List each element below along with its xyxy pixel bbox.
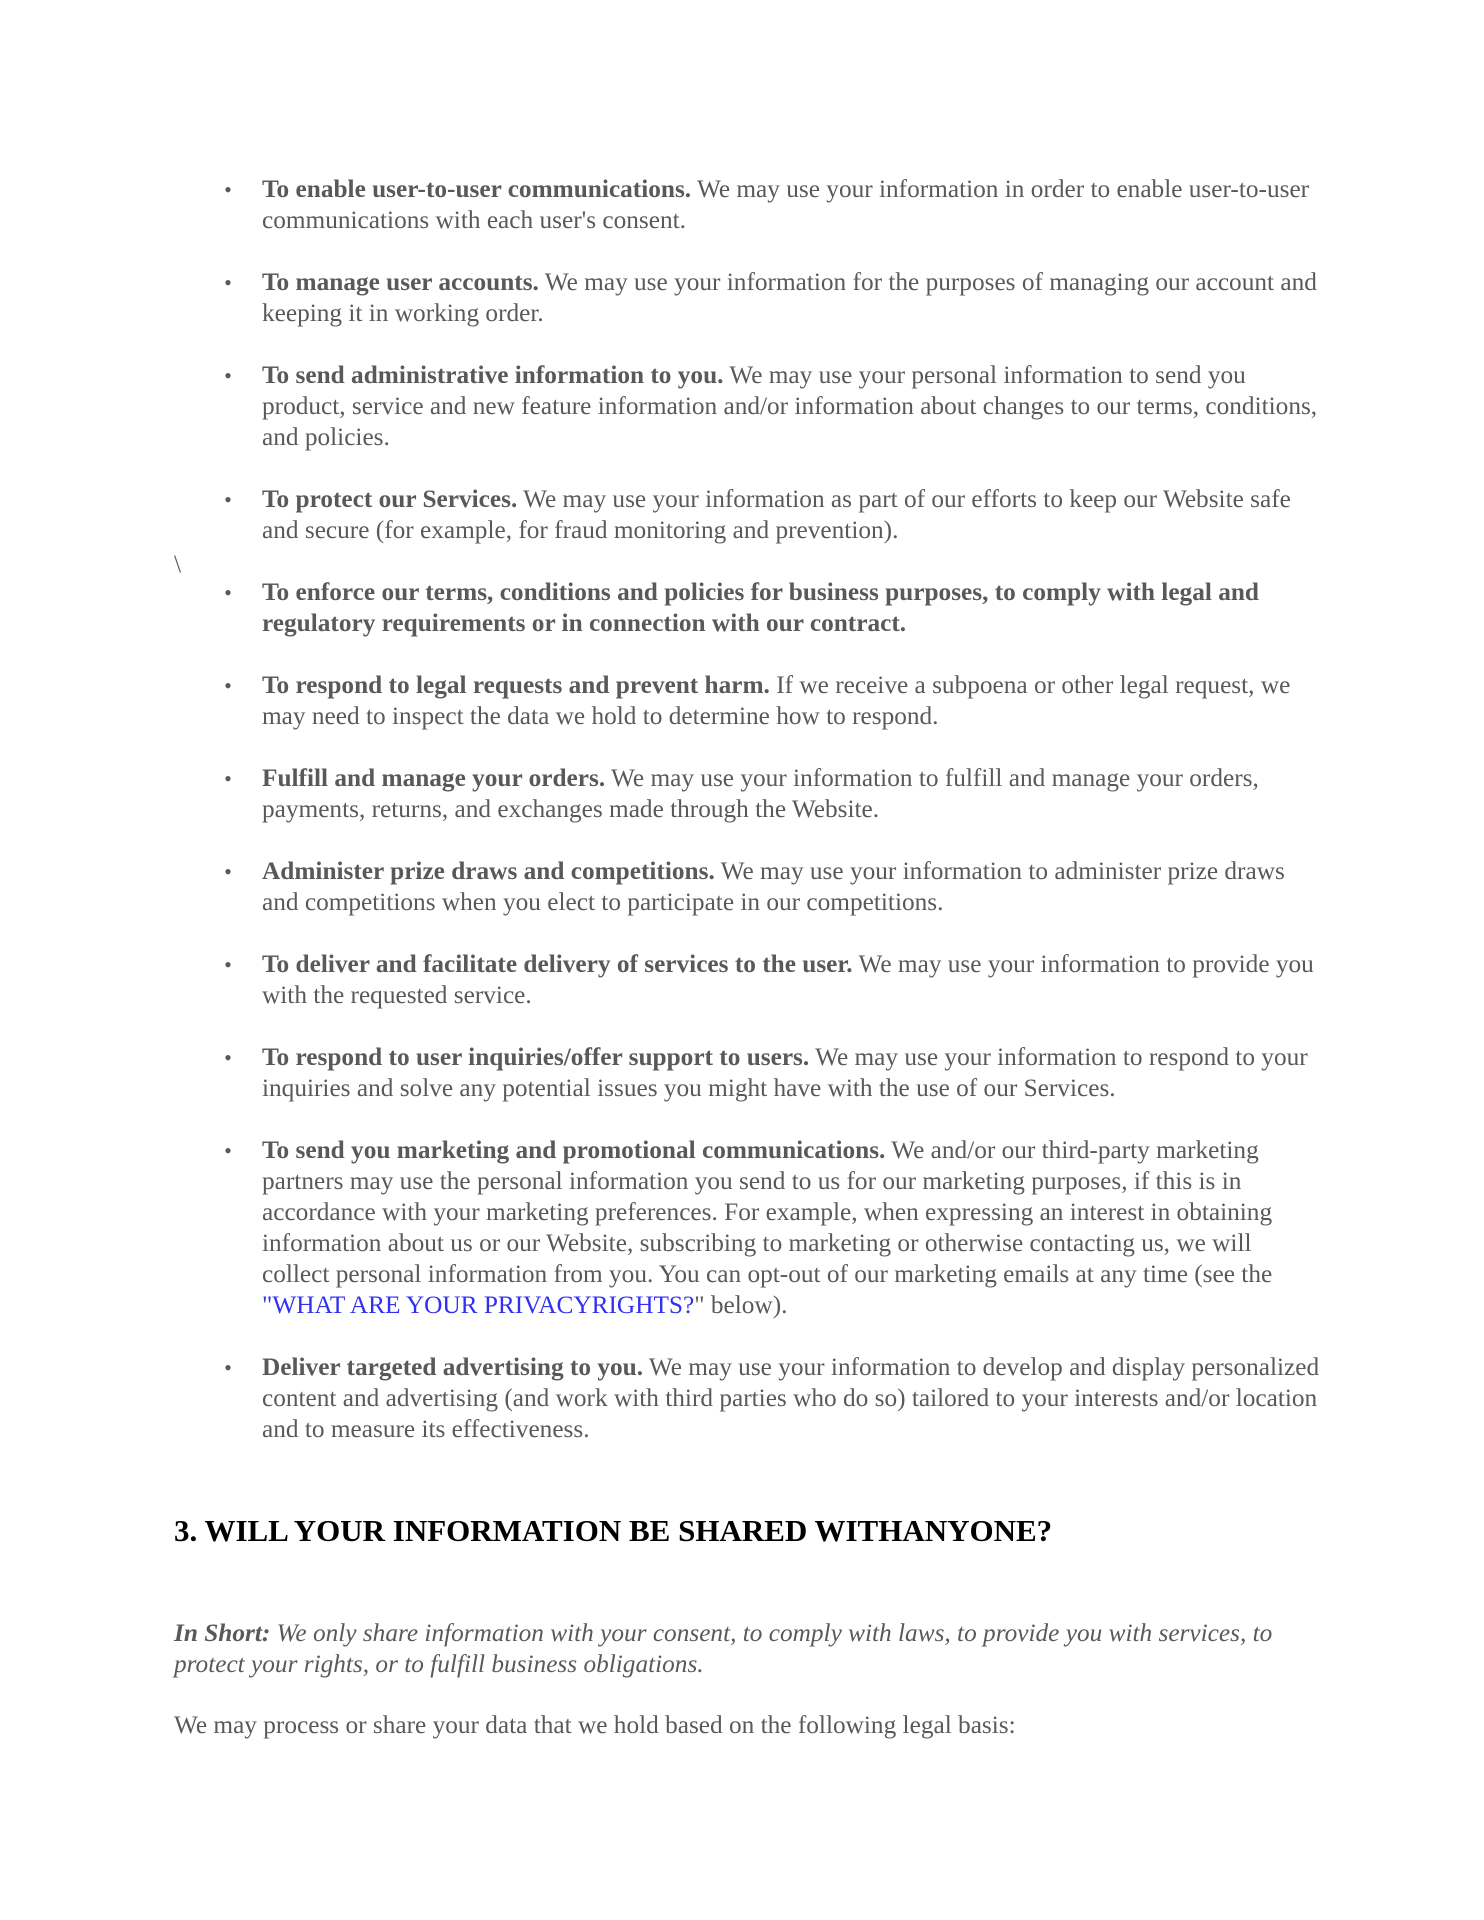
section-heading: 3. WILL YOUR INFORMATION BE SHARED WITHANYONE? xyxy=(174,1513,1053,1548)
list-item xyxy=(224,484,1324,546)
bullet-icon: • xyxy=(224,1138,232,1163)
item-text: We may use your personal information to send you product, service and new feature information and/or information about changes to our terms, conditions, and policies. xyxy=(262,361,1318,451)
item-title: Fulfill and manage your orders. xyxy=(262,764,606,792)
bullet-icon: • xyxy=(224,1045,232,1070)
item-text: If we receive a subpoena or other legal request, we may need to inspect the data we hold to determine how to respond. xyxy=(262,671,1291,730)
bullet-icon: • xyxy=(224,487,232,512)
list-item xyxy=(224,267,1324,329)
purposes-list xyxy=(0,174,1484,1476)
item-title: To enforce our terms, conditions and policies for business purposes, to comply with legal and regulatory requirements or in connection with our contract. xyxy=(262,578,1259,637)
item-text: We may use your information to administer prize draws and competitions when you elect to participate in our competitions. xyxy=(262,857,1285,916)
list-item xyxy=(224,949,1324,1011)
item-title: Administer prize draws and competitions. xyxy=(262,857,715,885)
item-title: To send you marketing and promotional communications. xyxy=(262,1136,886,1164)
legal-basis-paragraph: We may process or share your data that we hold based on the following legal basis: xyxy=(174,1711,1016,1739)
list-item xyxy=(224,856,1324,918)
in-short-text: We only share information with your consent, to comply with laws, to provide you with services, to protect your rights, or to fulfill business obligations. xyxy=(174,1619,1273,1678)
bullet-icon: • xyxy=(224,952,232,977)
item-title: To respond to legal requests and prevent harm. xyxy=(262,671,770,699)
item-text-after-link: " below). xyxy=(694,1291,788,1319)
list-item xyxy=(224,1352,1324,1445)
bullet-icon: • xyxy=(224,177,232,202)
item-text: We may use your information to provide you with the requested service. xyxy=(262,950,1314,1009)
list-item xyxy=(224,1042,1324,1104)
list-item xyxy=(224,1135,1324,1321)
stray-backslash: \ xyxy=(174,550,182,578)
item-title: To send administrative information to you. xyxy=(262,361,724,389)
item-title: To enable user-to-user communications. xyxy=(262,175,692,203)
item-text: We and/or our third-party marketing partners may use the personal information you send to us for our marketing purposes, if this is in accordance with your marketing preferences. For example, when expressing an interest in obtaining information about us or our Website, subscribing to marketing or otherwise contacting us, we will collect personal information from you. You can opt-out of our marketing emails at any time (see the xyxy=(262,1136,1273,1288)
item-title: To manage user accounts. xyxy=(262,268,539,296)
bullet-icon: • xyxy=(224,363,232,388)
list-item xyxy=(224,577,1324,639)
item-title: To protect our Services. xyxy=(262,485,518,513)
bullet-icon: • xyxy=(224,580,232,605)
item-text: We may use your information in order to enable user-to-user communications with each user's consent. xyxy=(262,175,1310,234)
item-title: To deliver and facilitate delivery of services to the user. xyxy=(262,950,853,978)
bullet-icon: • xyxy=(224,270,232,295)
list-item xyxy=(224,360,1324,453)
bullet-icon: • xyxy=(224,1355,232,1380)
list-item xyxy=(224,763,1324,825)
item-text: We may use your information as part of our efforts to keep our Website safe and secure (for example, for fraud monitoring and prevention). xyxy=(262,485,1291,544)
item-text: We may use your information for the purposes of managing our account and keeping it in working order. xyxy=(262,268,1317,327)
in-short-paragraph xyxy=(174,1618,1324,1680)
item-text: We may use your information to respond to your inquiries and solve any potential issues you might have with the use of our Services. xyxy=(262,1043,1308,1102)
item-text: We may use your information to fulfill and manage your orders, payments, returns, and exchanges made through the Website. xyxy=(262,764,1259,823)
list-item xyxy=(224,174,1324,236)
bullet-icon: • xyxy=(224,673,232,698)
item-title: To respond to user inquiries/offer support to users. xyxy=(262,1043,810,1071)
privacy-rights-link[interactable]: "WHAT ARE YOUR PRIVACYRIGHTS? xyxy=(262,1291,695,1319)
bullet-icon: • xyxy=(224,859,232,884)
bullet-icon: • xyxy=(224,766,232,791)
item-title: Deliver targeted advertising to you. xyxy=(262,1353,644,1381)
item-text: We may use your information to develop and display personalized content and advertising (and work with third parties who do so) tailored to your interests and/or location and to measure its effectiveness. xyxy=(262,1353,1320,1443)
list-item xyxy=(224,670,1324,732)
in-short-label: In Short: xyxy=(174,1619,271,1647)
